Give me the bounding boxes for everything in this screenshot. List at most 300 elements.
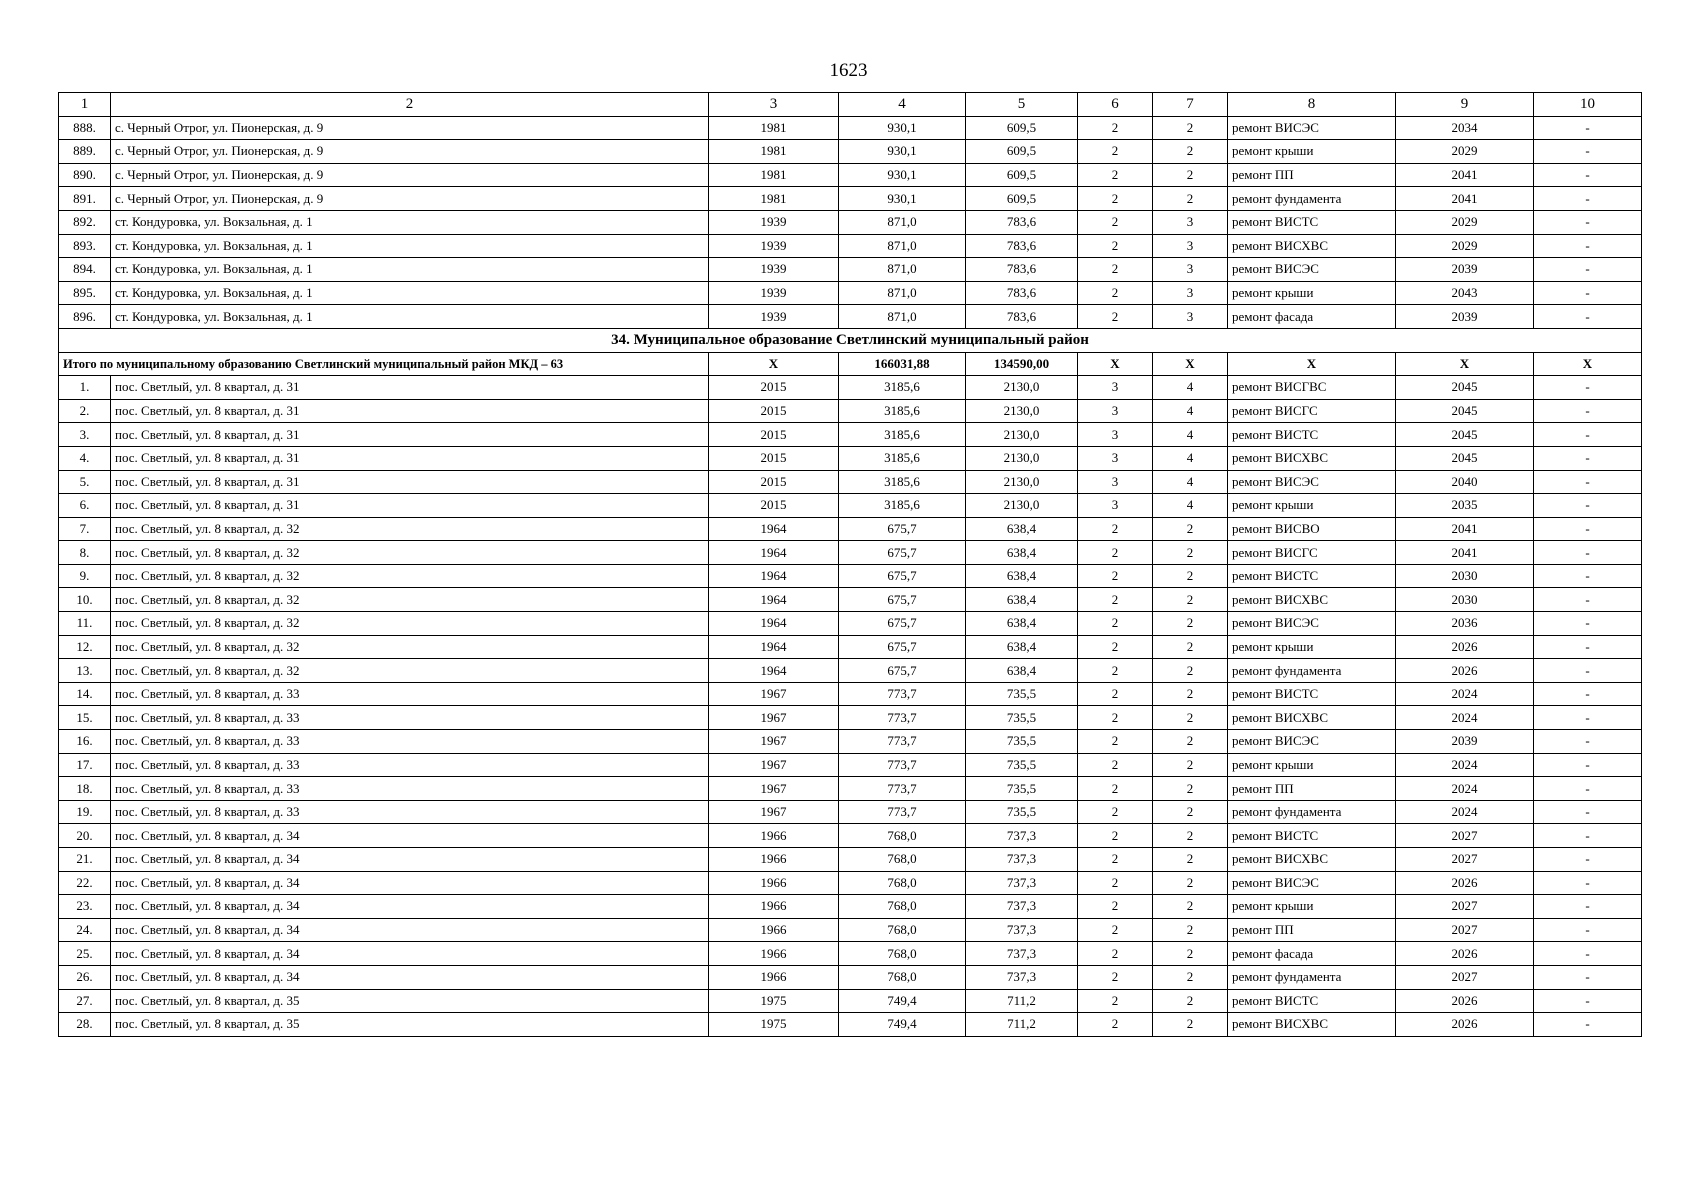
- cell-work-type: ремонт ВИСХВС: [1228, 706, 1396, 730]
- table-row: [59, 989, 1642, 1013]
- cell-address: ст. Кондуровка, ул. Вокзальная, д. 1: [111, 258, 709, 282]
- cell-number: 895.: [59, 281, 111, 305]
- cell-work-type: ремонт крыши: [1228, 140, 1396, 164]
- cell-work-type: ремонт ВИСХВС: [1228, 588, 1396, 612]
- cell-living-area: 735,5: [966, 753, 1078, 777]
- cell-entrances: 2: [1153, 116, 1228, 140]
- cell-year-planned: 2030: [1396, 588, 1534, 612]
- cell-note: -: [1534, 376, 1642, 400]
- cell-work-type: ремонт ВИСВО: [1228, 517, 1396, 541]
- cell-total-area: 930,1: [839, 187, 966, 211]
- cell-year-planned: 2026: [1396, 942, 1534, 966]
- cell-work-type: ремонт ВИСТС: [1228, 824, 1396, 848]
- table-row: [59, 612, 1642, 636]
- total-label: Итого по муниципальному образованию Светлинский муниципальный район МКД – 63: [59, 352, 709, 376]
- cell-year: 1939: [709, 305, 839, 329]
- table-row: [59, 517, 1642, 541]
- cell-year: 1967: [709, 706, 839, 730]
- cell-year-planned: 2026: [1396, 871, 1534, 895]
- cell-floors: 2: [1078, 612, 1153, 636]
- cell-year: 1966: [709, 918, 839, 942]
- table-row: [59, 824, 1642, 848]
- table-row: [59, 635, 1642, 659]
- cell-total-area: 871,0: [839, 258, 966, 282]
- cell-number: 18.: [59, 777, 111, 801]
- cell-year-planned: 2027: [1396, 895, 1534, 919]
- cell-entrances: 2: [1153, 965, 1228, 989]
- cell-floors: 2: [1078, 1013, 1153, 1037]
- cell-number: 8.: [59, 541, 111, 565]
- cell-year: 1964: [709, 588, 839, 612]
- table-row: [59, 942, 1642, 966]
- column-number-row: [59, 93, 1642, 117]
- cell-living-area: 638,4: [966, 564, 1078, 588]
- cell-living-area: 737,3: [966, 942, 1078, 966]
- cell-total-area: 3185,6: [839, 399, 966, 423]
- cell-total-area: 675,7: [839, 659, 966, 683]
- cell-total-area: 773,7: [839, 800, 966, 824]
- cell-note: -: [1534, 399, 1642, 423]
- cell-work-type: ремонт фундамента: [1228, 965, 1396, 989]
- cell-note: -: [1534, 824, 1642, 848]
- table-row: [59, 777, 1642, 801]
- cell-address: ст. Кондуровка, ул. Вокзальная, д. 1: [111, 305, 709, 329]
- cell-note: -: [1534, 965, 1642, 989]
- cell-total-area: 675,7: [839, 541, 966, 565]
- column-header-year-planned: 9: [1396, 93, 1534, 117]
- cell-year: 2015: [709, 494, 839, 518]
- cell-year: 1939: [709, 210, 839, 234]
- cell-year-planned: 2026: [1396, 989, 1534, 1013]
- cell-address: пос. Светлый, ул. 8 квартал, д. 34: [111, 942, 709, 966]
- cell-number: 12.: [59, 635, 111, 659]
- cell-work-type: ремонт ВИСЭС: [1228, 730, 1396, 754]
- cell-living-area: 783,6: [966, 305, 1078, 329]
- table-row: [59, 800, 1642, 824]
- cell-living-area: 2130,0: [966, 470, 1078, 494]
- cell-total-area: 930,1: [839, 116, 966, 140]
- cell-work-type: ремонт ПП: [1228, 918, 1396, 942]
- cell-entrances: 2: [1153, 564, 1228, 588]
- cell-entrances: 2: [1153, 706, 1228, 730]
- page-number: 1623: [829, 60, 868, 81]
- total-floors: Х: [1078, 352, 1153, 376]
- cell-address: пос. Светлый, ул. 8 квартал, д. 33: [111, 730, 709, 754]
- cell-floors: 2: [1078, 187, 1153, 211]
- cell-floors: 3: [1078, 470, 1153, 494]
- cell-entrances: 2: [1153, 517, 1228, 541]
- cell-number: 1.: [59, 376, 111, 400]
- cell-year-planned: 2041: [1396, 187, 1534, 211]
- total-row: [59, 352, 1642, 376]
- cell-year: 1966: [709, 824, 839, 848]
- cell-entrances: 4: [1153, 470, 1228, 494]
- cell-floors: 2: [1078, 258, 1153, 282]
- cell-living-area: 609,5: [966, 116, 1078, 140]
- cell-number: 16.: [59, 730, 111, 754]
- cell-note: -: [1534, 682, 1642, 706]
- table-row: [59, 848, 1642, 872]
- cell-entrances: 2: [1153, 918, 1228, 942]
- table-row: [59, 588, 1642, 612]
- cell-work-type: ремонт фундамента: [1228, 659, 1396, 683]
- cell-number: 27.: [59, 989, 111, 1013]
- cell-work-type: ремонт ВИСТС: [1228, 564, 1396, 588]
- cell-living-area: 711,2: [966, 989, 1078, 1013]
- cell-floors: 2: [1078, 777, 1153, 801]
- cell-entrances: 3: [1153, 234, 1228, 258]
- cell-note: -: [1534, 163, 1642, 187]
- cell-note: -: [1534, 918, 1642, 942]
- cell-floors: 2: [1078, 234, 1153, 258]
- cell-note: -: [1534, 753, 1642, 777]
- cell-address: пос. Светлый, ул. 8 квартал, д. 31: [111, 423, 709, 447]
- table-row: [59, 163, 1642, 187]
- cell-work-type: ремонт ВИСГВС: [1228, 376, 1396, 400]
- cell-year-planned: 2024: [1396, 682, 1534, 706]
- cell-work-type: ремонт ВИСЭС: [1228, 258, 1396, 282]
- cell-number: 7.: [59, 517, 111, 541]
- cell-total-area: 773,7: [839, 730, 966, 754]
- cell-address: пос. Светлый, ул. 8 квартал, д. 33: [111, 682, 709, 706]
- cell-floors: 2: [1078, 753, 1153, 777]
- cell-year: 1967: [709, 777, 839, 801]
- cell-number: 5.: [59, 470, 111, 494]
- cell-year: 1964: [709, 612, 839, 636]
- cell-address: ст. Кондуровка, ул. Вокзальная, д. 1: [111, 281, 709, 305]
- cell-work-type: ремонт крыши: [1228, 635, 1396, 659]
- cell-total-area: 3185,6: [839, 423, 966, 447]
- cell-work-type: ремонт ВИСГС: [1228, 541, 1396, 565]
- cell-living-area: 711,2: [966, 1013, 1078, 1037]
- cell-year-planned: 2039: [1396, 730, 1534, 754]
- cell-note: -: [1534, 612, 1642, 636]
- cell-note: -: [1534, 564, 1642, 588]
- cell-entrances: 3: [1153, 281, 1228, 305]
- cell-year-planned: 2035: [1396, 494, 1534, 518]
- cell-note: -: [1534, 446, 1642, 470]
- cell-living-area: 638,4: [966, 635, 1078, 659]
- cell-work-type: ремонт ВИСХВС: [1228, 234, 1396, 258]
- cell-year: 1981: [709, 163, 839, 187]
- cell-year: 1966: [709, 848, 839, 872]
- cell-note: -: [1534, 1013, 1642, 1037]
- cell-year: 1966: [709, 871, 839, 895]
- cell-total-area: 768,0: [839, 918, 966, 942]
- cell-address: пос. Светлый, ул. 8 квартал, д. 32: [111, 588, 709, 612]
- cell-floors: 2: [1078, 517, 1153, 541]
- cell-year-planned: 2026: [1396, 1013, 1534, 1037]
- cell-floors: 2: [1078, 564, 1153, 588]
- cell-living-area: 735,5: [966, 730, 1078, 754]
- cell-work-type: ремонт фундамента: [1228, 800, 1396, 824]
- cell-floors: 2: [1078, 965, 1153, 989]
- cell-entrances: 2: [1153, 753, 1228, 777]
- column-header-living-area: 5: [966, 93, 1078, 117]
- cell-year-planned: 2027: [1396, 918, 1534, 942]
- cell-year-planned: 2027: [1396, 824, 1534, 848]
- table-row: [59, 423, 1642, 447]
- cell-year: 2015: [709, 399, 839, 423]
- cell-address: с. Черный Отрог, ул. Пионерская, д. 9: [111, 187, 709, 211]
- cell-number: 893.: [59, 234, 111, 258]
- cell-living-area: 737,3: [966, 965, 1078, 989]
- cell-work-type: ремонт ВИСТС: [1228, 423, 1396, 447]
- cell-living-area: 783,6: [966, 234, 1078, 258]
- cell-work-type: ремонт ПП: [1228, 777, 1396, 801]
- total-year: Х: [709, 352, 839, 376]
- cell-floors: 2: [1078, 895, 1153, 919]
- cell-entrances: 2: [1153, 682, 1228, 706]
- cell-year-planned: 2027: [1396, 848, 1534, 872]
- cell-work-type: ремонт ВИСХВС: [1228, 446, 1396, 470]
- cell-living-area: 737,3: [966, 918, 1078, 942]
- cell-living-area: 609,5: [966, 187, 1078, 211]
- cell-floors: 2: [1078, 163, 1153, 187]
- cell-number: 21.: [59, 848, 111, 872]
- table-row: [59, 187, 1642, 211]
- cell-living-area: 735,5: [966, 800, 1078, 824]
- table-row: [59, 234, 1642, 258]
- cell-note: -: [1534, 494, 1642, 518]
- cell-floors: 2: [1078, 918, 1153, 942]
- cell-address: пос. Светлый, ул. 8 квартал, д. 31: [111, 399, 709, 423]
- table-row: [59, 470, 1642, 494]
- total-work-type: Х: [1228, 352, 1396, 376]
- column-header-total-area: 4: [839, 93, 966, 117]
- cell-number: 4.: [59, 446, 111, 470]
- cell-work-type: ремонт ВИСТС: [1228, 210, 1396, 234]
- cell-living-area: 783,6: [966, 281, 1078, 305]
- cell-work-type: ремонт ВИСЭС: [1228, 612, 1396, 636]
- cell-entrances: 2: [1153, 1013, 1228, 1037]
- cell-note: -: [1534, 187, 1642, 211]
- cell-year: 1981: [709, 140, 839, 164]
- cell-living-area: 638,4: [966, 612, 1078, 636]
- cell-year: 1967: [709, 730, 839, 754]
- cell-entrances: 2: [1153, 989, 1228, 1013]
- cell-total-area: 773,7: [839, 753, 966, 777]
- table-row: [59, 918, 1642, 942]
- cell-entrances: 2: [1153, 659, 1228, 683]
- cell-note: -: [1534, 706, 1642, 730]
- cell-note: -: [1534, 281, 1642, 305]
- cell-year: 2015: [709, 423, 839, 447]
- cell-number: 896.: [59, 305, 111, 329]
- cell-year: 1939: [709, 234, 839, 258]
- cell-work-type: ремонт ВИСГС: [1228, 399, 1396, 423]
- cell-total-area: 871,0: [839, 281, 966, 305]
- cell-note: -: [1534, 871, 1642, 895]
- cell-floors: 3: [1078, 423, 1153, 447]
- cell-floors: 3: [1078, 446, 1153, 470]
- cell-floors: 3: [1078, 399, 1153, 423]
- cell-total-area: 675,7: [839, 564, 966, 588]
- cell-address: пос. Светлый, ул. 8 квартал, д. 32: [111, 541, 709, 565]
- cell-entrances: 2: [1153, 635, 1228, 659]
- cell-living-area: 2130,0: [966, 446, 1078, 470]
- cell-year: 1964: [709, 564, 839, 588]
- cell-year: 1975: [709, 989, 839, 1013]
- column-header-floors: 6: [1078, 93, 1153, 117]
- cell-year-planned: 2036: [1396, 612, 1534, 636]
- cell-entrances: 4: [1153, 376, 1228, 400]
- table-row: [59, 446, 1642, 470]
- cell-year: 1981: [709, 116, 839, 140]
- table-row: [59, 730, 1642, 754]
- cell-year-planned: 2024: [1396, 753, 1534, 777]
- cell-note: -: [1534, 659, 1642, 683]
- cell-total-area: 675,7: [839, 635, 966, 659]
- cell-address: пос. Светлый, ул. 8 квартал, д. 31: [111, 376, 709, 400]
- table-row: [59, 895, 1642, 919]
- cell-living-area: 2130,0: [966, 376, 1078, 400]
- cell-work-type: ремонт ВИСТС: [1228, 989, 1396, 1013]
- cell-address: пос. Светлый, ул. 8 квартал, д. 31: [111, 446, 709, 470]
- cell-address: пос. Светлый, ул. 8 квартал, д. 33: [111, 706, 709, 730]
- cell-floors: 2: [1078, 942, 1153, 966]
- cell-living-area: 638,4: [966, 588, 1078, 612]
- cell-floors: 2: [1078, 659, 1153, 683]
- capital-repair-table: [58, 92, 1642, 1037]
- cell-note: -: [1534, 989, 1642, 1013]
- cell-year: 1966: [709, 942, 839, 966]
- cell-work-type: ремонт фасада: [1228, 305, 1396, 329]
- cell-note: -: [1534, 423, 1642, 447]
- total-note: Х: [1534, 352, 1642, 376]
- cell-entrances: 2: [1153, 871, 1228, 895]
- table-row: [59, 494, 1642, 518]
- cell-year: 2015: [709, 470, 839, 494]
- cell-note: -: [1534, 895, 1642, 919]
- cell-total-area: 773,7: [839, 706, 966, 730]
- cell-total-area: 749,4: [839, 989, 966, 1013]
- cell-work-type: ремонт ВИСЭС: [1228, 871, 1396, 895]
- cell-note: -: [1534, 588, 1642, 612]
- cell-work-type: ремонт ВИСТС: [1228, 682, 1396, 706]
- cell-year: 2015: [709, 376, 839, 400]
- table-row: [59, 399, 1642, 423]
- cell-total-area: 768,0: [839, 942, 966, 966]
- cell-floors: 2: [1078, 800, 1153, 824]
- cell-floors: 2: [1078, 116, 1153, 140]
- cell-number: 9.: [59, 564, 111, 588]
- cell-living-area: 735,5: [966, 706, 1078, 730]
- cell-living-area: 638,4: [966, 659, 1078, 683]
- total-year-planned: Х: [1396, 352, 1534, 376]
- cell-total-area: 768,0: [839, 871, 966, 895]
- cell-number: 888.: [59, 116, 111, 140]
- total-total-area: 166031,88: [839, 352, 966, 376]
- cell-living-area: 609,5: [966, 163, 1078, 187]
- table-body: [59, 93, 1642, 1037]
- cell-year: 1967: [709, 800, 839, 824]
- cell-number: 28.: [59, 1013, 111, 1037]
- cell-note: -: [1534, 116, 1642, 140]
- cell-floors: 3: [1078, 376, 1153, 400]
- cell-total-area: 675,7: [839, 588, 966, 612]
- cell-number: 891.: [59, 187, 111, 211]
- cell-entrances: 4: [1153, 399, 1228, 423]
- cell-year-planned: 2029: [1396, 234, 1534, 258]
- table-row: [59, 706, 1642, 730]
- cell-total-area: 871,0: [839, 305, 966, 329]
- cell-year: 1967: [709, 682, 839, 706]
- cell-total-area: 930,1: [839, 163, 966, 187]
- cell-floors: 2: [1078, 824, 1153, 848]
- cell-note: -: [1534, 800, 1642, 824]
- cell-total-area: 768,0: [839, 848, 966, 872]
- total-living-area: 134590,00: [966, 352, 1078, 376]
- table-row: [59, 541, 1642, 565]
- cell-work-type: ремонт фасада: [1228, 942, 1396, 966]
- cell-living-area: 735,5: [966, 682, 1078, 706]
- cell-year: 1967: [709, 753, 839, 777]
- cell-number: 23.: [59, 895, 111, 919]
- column-header-note: 10: [1534, 93, 1642, 117]
- cell-year: 1939: [709, 281, 839, 305]
- column-header-year: 3: [709, 93, 839, 117]
- cell-living-area: 737,3: [966, 848, 1078, 872]
- cell-living-area: 2130,0: [966, 423, 1078, 447]
- cell-living-area: 737,3: [966, 824, 1078, 848]
- cell-year-planned: 2041: [1396, 541, 1534, 565]
- cell-entrances: 3: [1153, 210, 1228, 234]
- cell-number: 11.: [59, 612, 111, 636]
- cell-year-planned: 2045: [1396, 376, 1534, 400]
- section-row: [59, 328, 1642, 352]
- cell-year-planned: 2030: [1396, 564, 1534, 588]
- cell-floors: 2: [1078, 541, 1153, 565]
- cell-address: пос. Светлый, ул. 8 квартал, д. 32: [111, 659, 709, 683]
- cell-number: 892.: [59, 210, 111, 234]
- cell-year: 1939: [709, 258, 839, 282]
- cell-note: -: [1534, 730, 1642, 754]
- table-row: [59, 682, 1642, 706]
- table-row: [59, 140, 1642, 164]
- cell-floors: 2: [1078, 588, 1153, 612]
- cell-entrances: 2: [1153, 612, 1228, 636]
- cell-floors: 2: [1078, 682, 1153, 706]
- cell-note: -: [1534, 635, 1642, 659]
- cell-entrances: 2: [1153, 777, 1228, 801]
- cell-number: 22.: [59, 871, 111, 895]
- cell-entrances: 2: [1153, 800, 1228, 824]
- cell-address: пос. Светлый, ул. 8 квартал, д. 31: [111, 470, 709, 494]
- cell-entrances: 2: [1153, 541, 1228, 565]
- cell-year: 1964: [709, 635, 839, 659]
- cell-address: пос. Светлый, ул. 8 квартал, д. 33: [111, 800, 709, 824]
- cell-entrances: 2: [1153, 163, 1228, 187]
- cell-number: 24.: [59, 918, 111, 942]
- cell-total-area: 675,7: [839, 612, 966, 636]
- cell-number: 13.: [59, 659, 111, 683]
- cell-address: пос. Светлый, ул. 8 квартал, д. 35: [111, 989, 709, 1013]
- cell-living-area: 609,5: [966, 140, 1078, 164]
- cell-total-area: 3185,6: [839, 470, 966, 494]
- cell-living-area: 2130,0: [966, 399, 1078, 423]
- cell-year-planned: 2029: [1396, 140, 1534, 164]
- cell-year: 1964: [709, 659, 839, 683]
- cell-floors: 2: [1078, 848, 1153, 872]
- cell-note: -: [1534, 541, 1642, 565]
- cell-year: 1981: [709, 187, 839, 211]
- cell-year: 1964: [709, 541, 839, 565]
- cell-note: -: [1534, 234, 1642, 258]
- cell-entrances: 4: [1153, 494, 1228, 518]
- cell-living-area: 783,6: [966, 210, 1078, 234]
- cell-work-type: ремонт ВИСХВС: [1228, 1013, 1396, 1037]
